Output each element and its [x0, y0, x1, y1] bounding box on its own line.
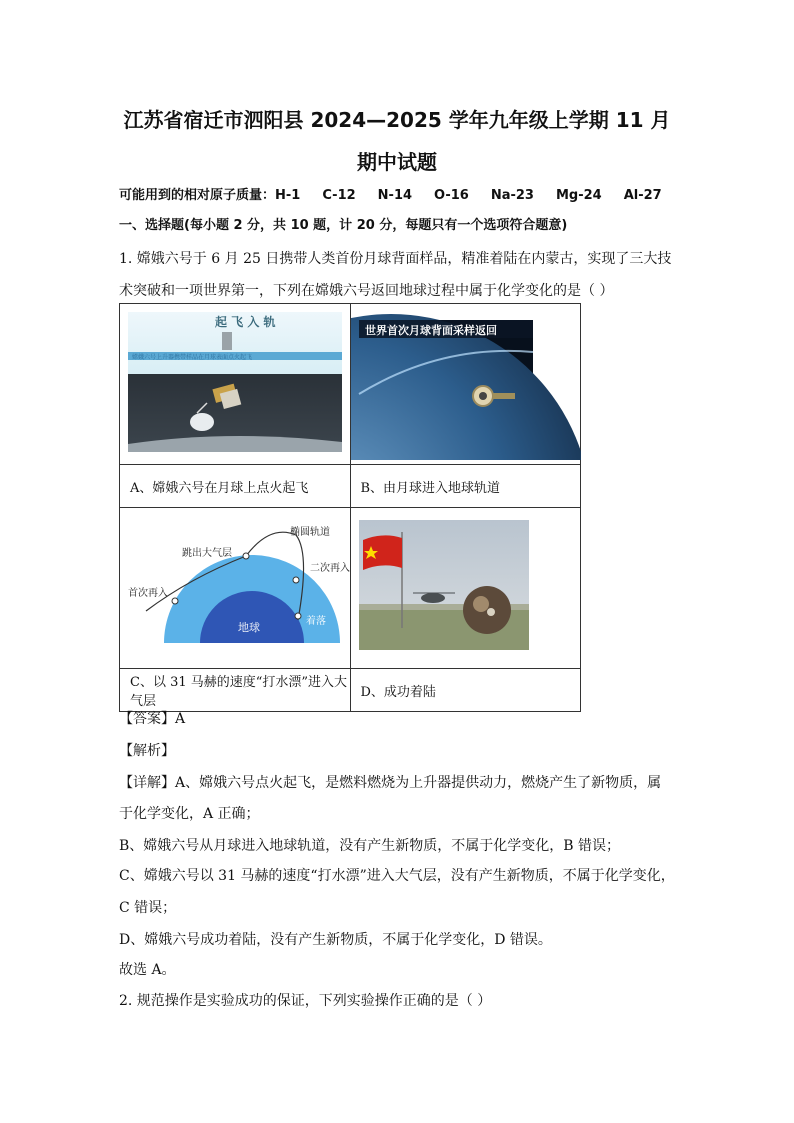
- question-2-stem: 2. 规范操作是实验成功的保证，下列实验操作正确的是（ ）: [119, 993, 492, 1009]
- option-c-image-cell: [120, 508, 351, 669]
- analysis-heading: 【解析】: [119, 743, 175, 759]
- question-1-stem-line2: 术突破和一项世界第一，下列在嫦娥六号返回地球过程中属于化学变化的是（ ）: [119, 283, 614, 299]
- detail-line: 故选 A。: [119, 962, 176, 978]
- diagram-label-earth: 地球: [238, 621, 260, 634]
- options-table: [119, 303, 581, 712]
- atomic-mass-label: 可能用到的相对原子质量：: [119, 188, 276, 203]
- diagram-label-landing: 着落: [306, 616, 326, 627]
- option-d-label: D、成功着陆: [350, 669, 581, 712]
- reentry-diagram: [120, 508, 350, 664]
- option-d-image-cell: [350, 508, 581, 669]
- atomic-mass-item: H-1: [275, 188, 301, 203]
- option-c-label: C、以 31 马赫的速度“打水漂”进入大气层: [120, 669, 351, 712]
- diagram-label-skip: 跳出大气层: [182, 548, 232, 559]
- option-a-image-cell: [120, 304, 351, 465]
- diagram-label-orbit: 椭圆轨道: [290, 527, 330, 538]
- atomic-mass-item: C-12: [322, 188, 356, 203]
- answer: 【答案】A: [119, 711, 186, 727]
- atomic-mass-item: Mg-24: [555, 188, 602, 203]
- landing-photo: [351, 508, 581, 664]
- option-b-image-cell: [350, 304, 581, 465]
- atomic-mass-item: N-14: [377, 188, 413, 203]
- detail-line: C、嫦娥六号以 31 马赫的速度“打水漂”进入大气层，没有产生新物质，不属于化学变化，: [119, 868, 675, 884]
- lunar-liftoff-image: [120, 304, 350, 460]
- atomic-mass-item: Na-23: [490, 188, 534, 203]
- atomic-mass-item: Al-27: [623, 188, 662, 203]
- detail-line: B、嫦娥六号从月球进入地球轨道，没有产生新物质，不属于化学变化，B 错误；: [119, 838, 621, 854]
- diagram-label-second-entry: 二次再入: [310, 563, 350, 574]
- detail-line: 【详解】A、嫦娥六号点火起飞，是燃料燃烧为上升器提供动力，燃烧产生了新物质，属: [119, 775, 662, 791]
- page-title-line1: 江苏省宿迁市泗阳县 2024—2025 学年九年级上学期 11 月: [123, 108, 671, 132]
- page-title-line2: 期中试题: [357, 150, 437, 174]
- option-b-label: B、由月球进入地球轨道: [350, 465, 581, 508]
- image-b-title: 世界首次月球背面采样返回: [364, 324, 497, 337]
- question-1-stem-line1: 1. 嫦娥六号于 6 月 25 日携带人类首份月球背面样品，精准着陆在内蒙古，实现了三大技: [119, 251, 672, 267]
- atomic-mass-item: O-16: [434, 188, 469, 203]
- detail-line: D、嫦娥六号成功着陆，没有产生新物质，不属于化学变化，D 错误。: [119, 932, 552, 948]
- diagram-label-first-entry: 首次再入: [128, 588, 168, 599]
- earth-orbit-image: [351, 304, 581, 460]
- image-a-subtitle: 嫦娥六号上升器携带样品在月球表面点火起飞: [132, 354, 253, 361]
- atomic-mass-line: [119, 186, 684, 206]
- detail-line: 于化学变化，A 正确；: [119, 806, 260, 822]
- section-heading: 一、选择题(每小题 2 分，共 10 题，计 20 分，每题只有一个选项符合题意): [119, 218, 568, 233]
- option-a-label: A、嫦娥六号在月球上点火起飞: [120, 465, 351, 508]
- image-a-title: 起 飞 入 轨: [215, 315, 276, 329]
- detail-line: C 错误；: [119, 900, 177, 916]
